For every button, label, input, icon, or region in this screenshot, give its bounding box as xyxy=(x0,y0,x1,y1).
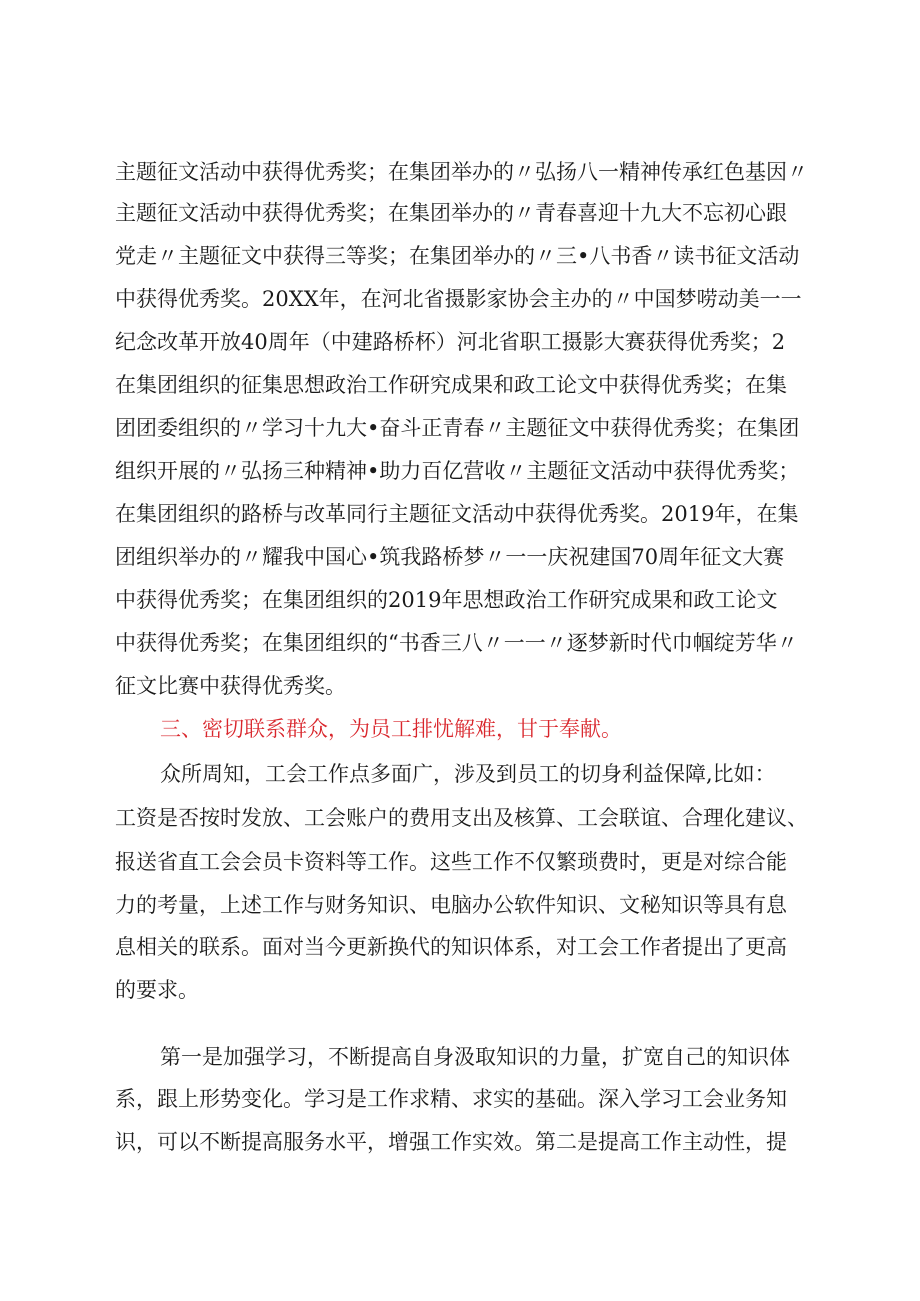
text-line: 众所周知，工会工作点多面广，涉及到员工的切身利益保障,比如： xyxy=(160,762,776,786)
text-line: 团团委组织的〃学习十九大•奋斗正青春〃主题征文中获得优秀奖；在集团 xyxy=(115,416,800,440)
text-line: 团组织举办的〃耀我中国心•筑我路桥梦〃一一庆祝建国70周年征文大赛 xyxy=(115,545,785,569)
text-line: 党走〃主题征文中获得三等奖；在集团举办的〃三•八书香〃读书征文活动 xyxy=(115,244,800,268)
text-line: 中获得优秀奖；在集团组织的2019年思想政治工作研究成果和政工论文 xyxy=(115,588,778,612)
text-line: 组织开展的〃弘扬三种精神•助力百亿营收〃主题征文活动中获得优秀奖； xyxy=(115,459,800,483)
text-line: 第一是加强学习，不断提高自身汲取知识的力量，扩宽自己的知识体 xyxy=(160,1045,790,1069)
text-line: 力的考量，上述工作与财务知识、电脑办公软件知识、文秘知识等具有息 xyxy=(115,893,787,917)
text-line: 主题征文活动中获得优秀奖；在集团举办的〃弘扬八一精神传承红色基因〃 xyxy=(115,160,808,184)
text-line: 在集团组织的路桥与改革同行主题征文活动中获得优秀奖。2019年，在集 xyxy=(115,502,799,526)
text-line: 中获得优秀奖；在集团组织的“书香三八〃一一〃逐梦新时代巾帼绽芳华〃 xyxy=(115,631,798,655)
text-line: 识，可以不断提高服务水平，增强工作实效。第二是提高工作主动性，提 xyxy=(115,1130,787,1154)
text-line: 中获得优秀奖。20XX年，在河北省摄影家协会主办的〃中国梦唠动美一一 xyxy=(115,287,802,311)
text-line: 的要求。 xyxy=(115,978,199,1002)
section-heading: 三、密切联系群众，为员工排忧解难，甘于奉献。 xyxy=(160,717,622,741)
text-line: 工资是否按时发放、工会账户的费用支出及核算、工会联谊、合理化建议、 xyxy=(115,806,808,830)
text-line: 息相关的联系。面对当今更新换代的知识体系，对工会工作者提出了更高 xyxy=(115,935,787,959)
text-line: 纪念改革开放40周年（中建路桥杯）河北省职工摄影大赛获得优秀奖；2 xyxy=(115,330,786,354)
text-line: 在集团组织的征集思想政治工作研究成果和政工论文中获得优秀奖；在集 xyxy=(115,373,787,397)
text-line: 报送省直工会会员卡资料等工作。这些工作不仅繁琐费时，更是对综合能 xyxy=(115,850,787,874)
text-line: 主题征文活动中获得优秀奖；在集团举办的〃青春喜迎十九大不忘初心跟 xyxy=(115,201,787,225)
text-line: 系，跟上形势变化。学习是工作求精、求实的基础。深入学习工会业务知 xyxy=(115,1087,787,1111)
text-line: 征文比赛中获得优秀奖。 xyxy=(115,674,346,698)
